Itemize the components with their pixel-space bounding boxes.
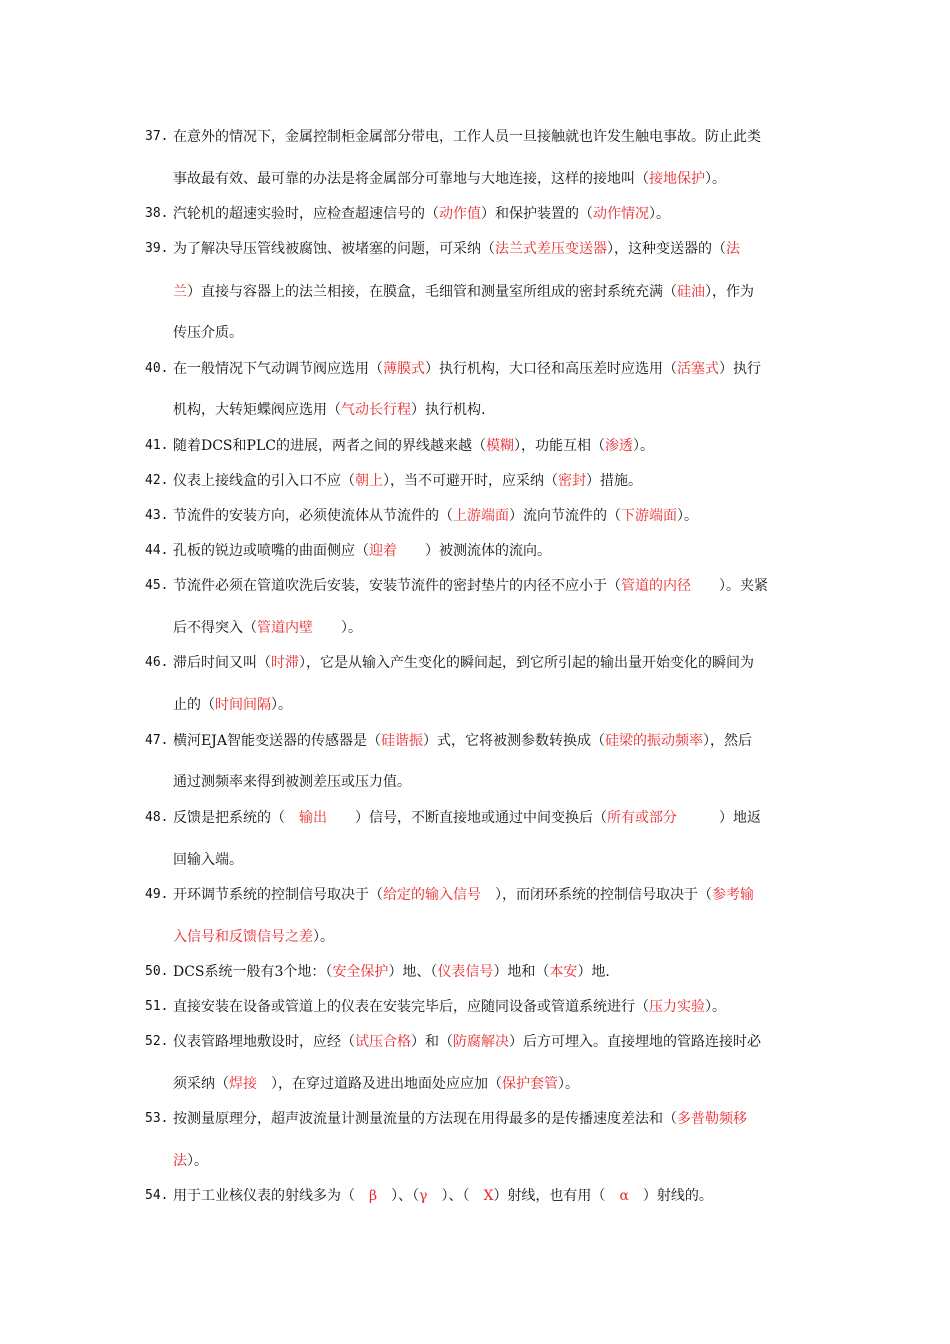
question-text-segment: 节流件的安装方向，必须使流体从节流件的（: [173, 508, 453, 524]
question-text-segment: ），功能互相（: [513, 438, 605, 454]
question-text-segment: ）。: [705, 171, 726, 187]
question-number: 38.: [145, 206, 169, 221]
answer-text: 法: [726, 241, 740, 257]
answer-text: 渗透: [604, 438, 633, 454]
question-text-segment: ）。: [705, 999, 726, 1015]
question-number: 41.: [145, 438, 169, 453]
question-text: [173, 471, 642, 491]
question-text-segment: 直接安装在设备或管道上的仪表在安装完毕后，应随同设备或管道系统进行（: [173, 999, 649, 1015]
answer-text: 试压合格: [355, 1034, 411, 1050]
question-text-segment: ），当不可避开时，应采纳（: [383, 473, 558, 489]
question-number: 48.: [145, 810, 169, 825]
question-text-segment: ）射线的。: [642, 1188, 713, 1204]
question-text-segment: ）。: [313, 929, 334, 945]
answer-text: γ: [419, 1188, 442, 1204]
question-text-segment: ）。: [271, 697, 292, 713]
answer-text: 法: [173, 1153, 187, 1169]
question-text-segment: ）、（: [391, 1188, 420, 1204]
question-text-segment: ）流向节流件的（: [509, 508, 621, 524]
question-text: [173, 541, 551, 561]
answer-text: 管道内壁: [257, 620, 341, 636]
answer-text: 上游端面: [453, 508, 509, 524]
question-text-segment: ），而闭环系统的控制信号取决于（: [495, 887, 712, 903]
answer-text: 法兰式差压变送器: [495, 241, 607, 257]
answer-text: 接地保护: [649, 171, 705, 187]
question-text-segment: ），作为: [705, 284, 754, 300]
answer-text: X: [483, 1188, 494, 1204]
question-text: [173, 576, 768, 596]
question-text-segment: 在一般情况下气动调节阀应选用（: [173, 361, 383, 377]
question-number: 54.: [145, 1188, 169, 1203]
question-text-segment: ），然后: [702, 733, 752, 749]
question-text: [173, 997, 726, 1017]
question-text-segment: ）、（: [441, 1188, 484, 1204]
answer-text: 迎着: [369, 543, 425, 559]
question-text-segment: 滞后时间又叫（: [173, 655, 271, 671]
question-text: [173, 885, 754, 905]
question-number: 53.: [145, 1111, 169, 1126]
question-text-segment: DCS系统一般有3个地：（: [173, 964, 333, 980]
answer-text: 朝上: [355, 473, 383, 489]
answer-text: 焊接: [229, 1076, 271, 1092]
question-text-segment: 横河EJA智能变送器的传感器是（: [173, 733, 381, 749]
question-text: [173, 695, 292, 715]
question-text-segment: 反馈是把系统的（: [173, 810, 299, 826]
question-number: 42.: [145, 473, 169, 488]
question-text: [173, 731, 752, 751]
answer-text: 所有或部分: [607, 810, 719, 826]
question-text-segment: 节流件必须在管道吹洗后安装，安装节流件的密封垫片的内径不应小于（: [173, 578, 621, 594]
answer-text: β: [369, 1188, 392, 1204]
question-text-segment: ）地、（: [388, 964, 438, 980]
answer-text: 防腐解决: [453, 1034, 509, 1050]
answer-text: 管道的内径: [621, 578, 719, 594]
answer-text: 入信号和反馈信号之差: [173, 929, 313, 945]
question-number: 49.: [145, 887, 169, 902]
answer-text: 动作情况: [593, 206, 649, 222]
question-text: [173, 962, 610, 982]
question-number: 46.: [145, 655, 169, 670]
question-text-segment: 汽轮机的超速实验时，应检查超速信号的（: [173, 206, 439, 222]
question-text-segment: 为了解决导压管线被腐蚀、被堵塞的问题，可采纳（: [173, 241, 495, 257]
question-text: [173, 808, 761, 828]
question-text: [173, 1109, 747, 1129]
question-number: 43.: [145, 508, 169, 523]
question-number: 44.: [145, 543, 169, 558]
answer-text: 参考输: [712, 887, 754, 903]
question-text: [173, 927, 334, 947]
question-text: [173, 1074, 579, 1094]
question-text: [173, 850, 243, 870]
question-text-segment: ）。: [558, 1076, 579, 1092]
question-text-segment: 机构，大转矩蝶阀应选用（: [173, 402, 341, 418]
answer-text: 硅油: [677, 284, 705, 300]
question-number: 45.: [145, 578, 169, 593]
answer-text: 压力实验: [649, 999, 705, 1015]
question-text: [173, 282, 754, 302]
question-text-segment: 仪表管路埋地敷设时，应经（: [173, 1034, 355, 1050]
answer-text: 给定的输入信号: [383, 887, 495, 903]
question-text: [173, 127, 761, 147]
answer-text: 安全保护: [332, 964, 389, 980]
answer-text: 仪表信号: [437, 964, 494, 980]
question-number: 37.: [145, 129, 169, 144]
answer-text: 硅谐振: [380, 733, 423, 749]
question-text-segment: ）后方可埋入。直接埋地的管路连接时必: [509, 1034, 761, 1050]
question-text-segment: 传压介质。: [173, 325, 243, 341]
question-text: [173, 506, 698, 526]
question-text-segment: ）和（: [411, 1034, 453, 1050]
question-text-segment: ）地返: [719, 810, 761, 826]
question-text-segment: 回输入端。: [173, 852, 243, 868]
question-text-segment: ）地.: [577, 964, 610, 980]
question-number: 51.: [145, 999, 169, 1014]
question-text-segment: ）执行机构.: [411, 402, 486, 418]
answer-text: 气动长行程: [341, 402, 411, 418]
question-number: 52.: [145, 1034, 169, 1049]
question-text-segment: 孔板的锐边或喷嘴的曲面侧应（: [173, 543, 369, 559]
question-text-segment: ），它是从输入产生变化的瞬间起，到它所引起的输出量开始变化的瞬间为: [299, 655, 754, 671]
answer-text: 时滞: [271, 655, 299, 671]
question-number: 40.: [145, 361, 169, 376]
question-text: [173, 772, 411, 792]
answer-text: 硅梁的振动频率: [604, 733, 703, 749]
question-text: [173, 323, 243, 343]
answer-text: 密封: [558, 473, 586, 489]
question-text: [173, 1032, 761, 1052]
question-text-segment: ）和保护装置的（: [481, 206, 593, 222]
question-text-segment: ）措施。: [586, 473, 642, 489]
question-text-segment: ）直接与容器上的法兰相接，在膜盒，毛细管和测量室所组成的密封系统充满（: [187, 284, 677, 300]
answer-text: 动作值: [439, 206, 481, 222]
question-text-segment: ）。: [677, 508, 698, 524]
question-text-segment: 止的（: [173, 697, 215, 713]
answer-text: 时间间隔: [215, 697, 271, 713]
answer-text: 兰: [173, 284, 187, 300]
answer-text: 本安: [549, 964, 578, 980]
question-text-segment: ）执行: [719, 361, 761, 377]
question-text-segment: ）地和（: [493, 964, 550, 980]
question-text: [173, 436, 654, 456]
question-number: 50.: [145, 964, 169, 979]
question-text-segment: ），这种变送器的（: [607, 241, 726, 257]
question-text: [173, 1151, 208, 1171]
question-text-segment: ），在穿过道路及进出地面处应应加（: [271, 1076, 502, 1092]
question-text-segment: ）信号，不断直接地或通过中间变换后（: [355, 810, 607, 826]
question-text-segment: 按测量原理分，超声波流量计测量流量的方法现在用得最多的是传播速度差法和（: [173, 1111, 677, 1127]
question-text-segment: 事故最有效、最可靠的办法是将金属部分可靠地与大地连接，这样的接地叫（: [173, 171, 649, 187]
question-text-segment: 开环调节系统的控制信号取决于（: [173, 887, 383, 903]
answer-text: 模糊: [485, 438, 514, 454]
answer-text: α: [619, 1188, 643, 1204]
answer-text: 下游端面: [621, 508, 677, 524]
question-text: [173, 400, 485, 420]
question-text-segment: 通过测频率来得到被测差压或压力值。: [173, 774, 411, 790]
question-text-segment: ）式，它将被测参数转换成（: [422, 733, 605, 749]
question-text: [173, 169, 726, 189]
question-text-segment: ）射线，也有用（: [493, 1188, 620, 1204]
question-text-segment: ）。: [187, 1153, 208, 1169]
answer-text: 保护套管: [502, 1076, 558, 1092]
question-text-segment: 须采纳（: [173, 1076, 229, 1092]
answer-text: 多普勒频移: [677, 1111, 747, 1127]
question-text: [173, 1186, 713, 1206]
question-number: 39.: [145, 241, 169, 256]
question-text-segment: ）。夹紧: [719, 578, 768, 594]
question-text: [173, 239, 740, 259]
question-text: [173, 618, 362, 638]
answer-text: 输出: [299, 810, 355, 826]
answer-text: 活塞式: [677, 361, 719, 377]
question-text-segment: 随着DCS和PLC的进展，两者之间的界线越来越（: [173, 438, 486, 454]
answer-text: 薄膜式: [383, 361, 425, 377]
question-text-segment: 用于工业核仪表的射线多为（: [173, 1188, 369, 1204]
question-text-segment: ）。: [649, 206, 670, 222]
question-text-segment: ）。: [341, 620, 362, 636]
question-text: [173, 204, 670, 224]
question-text-segment: ）执行机构，大口径和高压差时应选用（: [425, 361, 677, 377]
question-text: [173, 653, 754, 673]
question-text-segment: ）。: [632, 438, 654, 454]
question-text-segment: ）被测流体的流向。: [425, 543, 551, 559]
question-text-segment: 在意外的情况下，金属控制柜金属部分带电，工作人员一旦接触就也许发生触电事故。防止此类: [173, 129, 761, 145]
question-text: [173, 359, 761, 379]
question-text-segment: 仪表上接线盒的引入口不应（: [173, 473, 355, 489]
question-text-segment: 后不得突入（: [173, 620, 257, 636]
question-number: 47.: [145, 733, 169, 748]
